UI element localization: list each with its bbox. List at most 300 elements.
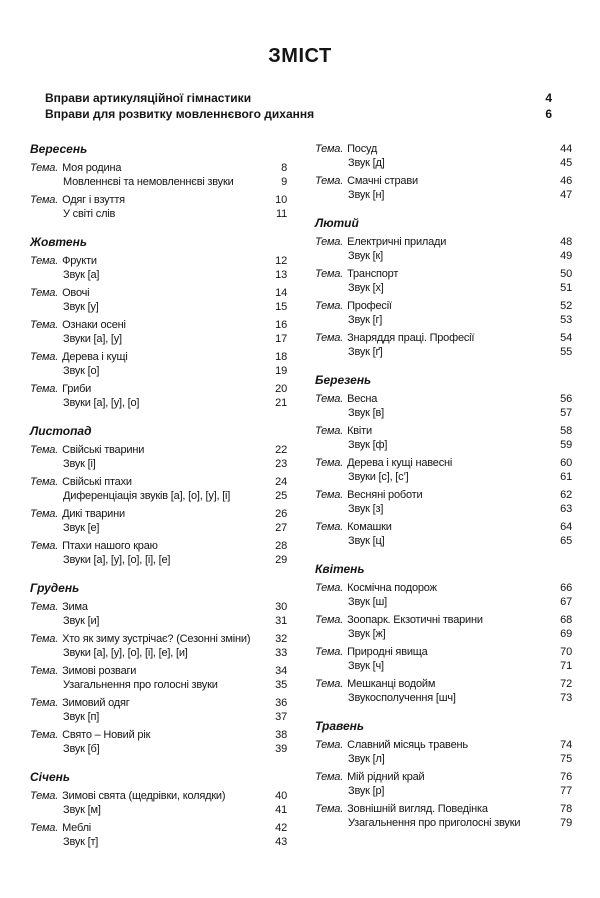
toc-entry-main-line (30, 318, 287, 332)
toc-entry-subtitle: Звуки [а], [у], [о], [і], [е] (63, 554, 171, 566)
toc-entry-tema-label: Тема. (315, 614, 344, 626)
toc-entry-tema-label: Тема. (30, 383, 59, 395)
toc-entry-subtitle: Звук [ж] (348, 628, 386, 640)
month-heading: Травень (315, 719, 365, 733)
toc-entry-main-line (315, 331, 572, 345)
toc-entry (30, 254, 287, 282)
toc-entry-tema-label: Тема. (30, 255, 59, 267)
toc-entry-title: Зимові розваги (62, 665, 137, 677)
toc-entry-tema-label: Тема. (30, 351, 59, 363)
toc-entry-subpage: 19 (275, 365, 287, 377)
toc-entry-subpage: 69 (560, 628, 572, 640)
toc-entry-tema-label: Тема. (315, 175, 344, 187)
toc-entry-title: Фрукти (62, 255, 97, 267)
toc-entry-page: 78 (560, 803, 572, 815)
toc-column-right (315, 142, 572, 853)
toc-entry-sub-line (30, 207, 287, 221)
toc-entry-title: Весняні роботи (347, 489, 423, 501)
toc-entry-subpage: 49 (560, 250, 572, 262)
toc-entry-sub-line (30, 175, 287, 189)
toc-entry (30, 318, 287, 346)
toc-entry-sub-line (315, 470, 572, 484)
toc-entry-title: Одяг і взуття (62, 194, 125, 206)
toc-entry-title: Зима (62, 601, 88, 613)
toc-entry-subtitle: Звук [м] (63, 804, 101, 816)
toc-entry-subpage: 13 (275, 269, 287, 281)
toc-entry-page: 32 (275, 633, 287, 645)
toc-entry-subpage: 77 (560, 785, 572, 797)
toc-entry-subtitle: Звук [б] (63, 743, 100, 755)
toc-entry-tema-label: Тема. (30, 287, 59, 299)
toc-entry-subpage: 29 (275, 554, 287, 566)
toc-entry-title: Дерева і кущі навесні (347, 457, 453, 469)
toc-entry (30, 507, 287, 535)
toc-entry-title: Свійські птахи (62, 476, 132, 488)
toc-entry-main-line (30, 443, 287, 457)
toc-entry-sub-line (30, 300, 287, 314)
toc-entry-title: Свято – Новий рік (62, 729, 151, 741)
toc-entry-subpage: 39 (275, 743, 287, 755)
toc-entry-subtitle: Звук [к] (348, 250, 383, 262)
toc-entry-page: 58 (560, 425, 572, 437)
toc-entry-sub-line (315, 752, 572, 766)
toc-entry-tema-label: Тема. (315, 521, 344, 533)
front-matter-page: 4 (545, 91, 552, 105)
toc-entry-page: 26 (275, 508, 287, 520)
toc-entry-sub-line (30, 521, 287, 535)
toc-entry-subtitle: Звуки [а], [у], [о], [і], [е], [и] (63, 647, 188, 659)
toc-entry-subtitle: Диференціація звуків [а], [о], [у], [і] (63, 490, 231, 502)
toc-entry-title: Мій рідний край (347, 771, 425, 783)
toc-entry-subtitle: Звуки [с], [с’] (348, 471, 409, 483)
toc-entry (30, 789, 287, 817)
toc-entry-subpage: 61 (560, 471, 572, 483)
toc-entry-sub-line (315, 406, 572, 420)
month-heading: Квітень (315, 562, 365, 576)
toc-entry-title: Знаряддя праці. Професії (347, 332, 475, 344)
toc-entry-tema-label: Тема. (315, 143, 344, 155)
toc-entry-page: 62 (560, 489, 572, 501)
toc-entry-page: 22 (275, 444, 287, 456)
toc-entry-subpage: 45 (560, 157, 572, 169)
toc-entry-sub-line (30, 396, 287, 410)
toc-entry-sub-line (30, 364, 287, 378)
toc-entry-subtitle: Звук [д] (348, 157, 385, 169)
toc-entry-tema-label: Тема. (30, 729, 59, 741)
toc-entry-page: 56 (560, 393, 572, 405)
toc-entry-sub-line (315, 502, 572, 516)
toc-entry (315, 456, 572, 484)
toc-entry-page: 36 (275, 697, 287, 709)
toc-entry-main-line (315, 456, 572, 470)
toc-entry-subtitle: Звук [л] (348, 753, 385, 765)
toc-entry-main-line (30, 161, 287, 175)
toc-entry-sub-line (315, 188, 572, 202)
toc-entry-subpage: 73 (560, 692, 572, 704)
toc-entry-subtitle: Звук [р] (348, 785, 385, 797)
toc-entry-subpage: 21 (275, 397, 287, 409)
toc-entry-tema-label: Тема. (315, 771, 344, 783)
toc-entry-subtitle: Узагальнення про голосні звуки (63, 679, 218, 691)
toc-entry-tema-label: Тема. (30, 697, 59, 709)
toc-entry-page: 60 (560, 457, 572, 469)
toc-entry-page: 66 (560, 582, 572, 594)
toc-entry-sub-line (30, 646, 287, 660)
toc-entry-subtitle: Звук [ф] (348, 439, 388, 451)
toc-entry (30, 600, 287, 628)
toc-entry-title: Космічна подорож (347, 582, 437, 594)
toc-entry-title: Меблі (62, 822, 92, 834)
month-heading: Січень (30, 770, 71, 784)
toc-entry-subtitle: Звук [ч] (348, 660, 384, 672)
toc-entry-main-line (30, 632, 287, 646)
month-heading: Жовтень (30, 235, 87, 249)
toc-entry-title: Дикі тварини (62, 508, 125, 520)
toc-entry-page: 16 (275, 319, 287, 331)
toc-entry-page: 34 (275, 665, 287, 677)
toc-entry-page: 64 (560, 521, 572, 533)
toc-entry-tema-label: Тема. (30, 633, 59, 645)
toc-entry-subtitle: Звук [а] (63, 269, 100, 281)
toc-entry-tema-label: Тема. (315, 236, 344, 248)
toc-entry (315, 392, 572, 420)
toc-entry (315, 802, 572, 830)
toc-entry-page: 50 (560, 268, 572, 280)
toc-entry-sub-line (30, 678, 287, 692)
toc-entry-page: 20 (275, 383, 287, 395)
toc-entry-sub-line (315, 281, 572, 295)
front-matter-row (45, 106, 552, 122)
toc-entry-subtitle: Звук [н] (348, 189, 385, 201)
toc-entry-tema-label: Тема. (30, 162, 59, 174)
toc-entry-main-line (315, 392, 572, 406)
toc-entry-subpage: 55 (560, 346, 572, 358)
toc-entry-subtitle: Звук [о] (63, 365, 100, 377)
toc-entry-tema-label: Тема. (30, 508, 59, 520)
toc-entry (315, 267, 572, 295)
toc-entry-page: 46 (560, 175, 572, 187)
toc-entry-sub-line (315, 313, 572, 327)
toc-entry (30, 539, 287, 567)
toc-entry-subtitle: Звук [п] (63, 711, 100, 723)
toc-entry (30, 350, 287, 378)
toc-entry-title: Комашки (347, 521, 392, 533)
toc-entry-tema-label: Тема. (315, 425, 344, 437)
toc-entry-tema-label: Тема. (315, 268, 344, 280)
toc-entry-subpage: 37 (275, 711, 287, 723)
toc-entry-title: Електричні прилади (347, 236, 447, 248)
toc-entry-main-line (30, 507, 287, 521)
toc-entry-subtitle: Звук [ґ] (348, 346, 383, 358)
toc-entry-subpage: 79 (560, 817, 572, 829)
toc-entry-tema-label: Тема. (30, 476, 59, 488)
toc-entry-title: Зовнішній вигляд. Поведінка (347, 803, 488, 815)
toc-entry (315, 770, 572, 798)
toc-entry-page: 28 (275, 540, 287, 552)
toc-entry-main-line (315, 142, 572, 156)
toc-entry-sub-line (315, 156, 572, 170)
toc-entry-tema-label: Тема. (30, 319, 59, 331)
toc-entry-main-line (30, 821, 287, 835)
toc-entry (315, 613, 572, 641)
front-matter-label: Вправи артикуляційної гімнастики (45, 91, 252, 105)
toc-entry-page: 68 (560, 614, 572, 626)
toc-entry-subpage: 53 (560, 314, 572, 326)
toc-entry-title: Зимові свята (щедрівки, колядки) (62, 790, 226, 802)
toc-entry-subtitle: Звукосполучення [шч] (348, 692, 456, 704)
toc-entry-title: Мешканці водойм (347, 678, 436, 690)
toc-entry-tema-label: Тема. (315, 332, 344, 344)
toc-entry-page: 40 (275, 790, 287, 802)
toc-entry-subtitle: Мовленнєві та немовленнєві звуки (63, 176, 234, 188)
toc-entry-title: Хто як зиму зустрічає? (Сезонні зміни) (62, 633, 251, 645)
toc-entry-page: 44 (560, 143, 572, 155)
toc-entry-main-line (315, 299, 572, 313)
toc-entry-sub-line (30, 457, 287, 471)
toc-entry-tema-label: Тема. (30, 444, 59, 456)
toc-entry-page: 54 (560, 332, 572, 344)
toc-entry (315, 235, 572, 263)
toc-entry-subtitle: Звук [в] (348, 407, 384, 419)
toc-entry (30, 161, 287, 189)
toc-entry-sub-line (30, 268, 287, 282)
toc-entry-sub-line (315, 691, 572, 705)
toc-entry (30, 632, 287, 660)
toc-entry-subpage: 9 (281, 176, 287, 188)
toc-entry-sub-line (30, 803, 287, 817)
toc-entry-sub-line (30, 742, 287, 756)
toc-entry-title: Птахи нашого краю (62, 540, 158, 552)
toc-entry-page: 70 (560, 646, 572, 658)
toc-entry (315, 142, 572, 170)
toc-entry-subpage: 63 (560, 503, 572, 515)
toc-entry-subpage: 47 (560, 189, 572, 201)
toc-entry-page: 14 (275, 287, 287, 299)
toc-entry-main-line (315, 520, 572, 534)
toc-entry-main-line (315, 174, 572, 188)
toc-entry (315, 424, 572, 452)
toc-entry-main-line (315, 613, 572, 627)
toc-entry-page: 8 (281, 162, 287, 174)
toc-entry-subpage: 17 (275, 333, 287, 345)
toc-entry-subtitle: Звук [ш] (348, 596, 387, 608)
toc-entry-sub-line (30, 332, 287, 346)
toc-entry-page: 74 (560, 739, 572, 751)
toc-entry-main-line (30, 286, 287, 300)
month-heading: Вересень (30, 142, 88, 156)
toc-entry-tema-label: Тема. (315, 678, 344, 690)
toc-entry-subpage: 31 (275, 615, 287, 627)
toc-entry (30, 382, 287, 410)
toc-entry-main-line (315, 677, 572, 691)
toc-entry-subpage: 35 (275, 679, 287, 691)
toc-entry-main-line (30, 475, 287, 489)
month-heading: Листопад (30, 424, 92, 438)
toc-entry-main-line (315, 581, 572, 595)
toc-entry-tema-label: Тема. (30, 540, 59, 552)
toc-entry-tema-label: Тема. (315, 489, 344, 501)
front-matter-label: Вправи для розвитку мовленнєвого дихання (45, 107, 315, 121)
toc-entry-tema-label: Тема. (315, 457, 344, 469)
page-title: ЗМІСТ (268, 45, 332, 67)
toc-entry-subpage: 23 (275, 458, 287, 470)
toc-entry-subpage: 67 (560, 596, 572, 608)
toc-entry-main-line (30, 600, 287, 614)
toc-entry-page: 18 (275, 351, 287, 363)
toc-entry-main-line (315, 802, 572, 816)
month-heading: Березень (315, 373, 372, 387)
toc-entry-subtitle: Узагальнення про приголосні звуки (348, 817, 521, 829)
toc-entry-subpage: 33 (275, 647, 287, 659)
toc-entry-subpage: 75 (560, 753, 572, 765)
front-matter (45, 90, 552, 122)
toc-entry-subtitle: Звук [і] (63, 458, 96, 470)
toc-entry-title: Зимовий одяг (62, 697, 130, 709)
toc-entry-subtitle: Звук [ц] (348, 535, 385, 547)
toc-entry-title: Свійські тварини (62, 444, 145, 456)
toc-entry-subtitle: Звук [т] (63, 836, 99, 848)
toc-entry-title: Моя родина (62, 162, 122, 174)
toc-entry-subtitle: Звуки [а], [у], [о] (63, 397, 140, 409)
toc-entry-page: 30 (275, 601, 287, 613)
toc-entry-title: Квіти (347, 425, 372, 437)
toc-entry-subpage: 57 (560, 407, 572, 419)
toc-entry (315, 520, 572, 548)
toc-entry-title: Смачні страви (347, 175, 418, 187)
toc-entry-page: 24 (275, 476, 287, 488)
toc-entry-sub-line (30, 614, 287, 628)
toc-entry (315, 299, 572, 327)
toc-entry-main-line (315, 645, 572, 659)
toc-entry-subpage: 41 (275, 804, 287, 816)
toc-entry-subpage: 59 (560, 439, 572, 451)
toc-entry-main-line (30, 789, 287, 803)
toc-entry-title: Зоопарк. Екзотичні тварини (347, 614, 483, 626)
toc-entry-title: Природні явища (347, 646, 428, 658)
toc-entry-title: Посуд (347, 143, 378, 155)
toc-entry-tema-label: Тема. (30, 665, 59, 677)
toc-entry-sub-line (315, 438, 572, 452)
toc-entry-page: 72 (560, 678, 572, 690)
toc-entry (30, 475, 287, 503)
toc-entry-title: Дерева і кущі (62, 351, 128, 363)
toc-entry (30, 664, 287, 692)
toc-entry-tema-label: Тема. (30, 601, 59, 613)
toc-entry-title: Славний місяць травень (347, 739, 468, 751)
toc-entry-tema-label: Тема. (30, 194, 59, 206)
toc-entry-main-line (315, 267, 572, 281)
toc-entry-subpage: 65 (560, 535, 572, 547)
toc-entry-main-line (30, 664, 287, 678)
toc-entry-page: 76 (560, 771, 572, 783)
front-matter-row (45, 90, 552, 106)
toc-entry-main-line (30, 539, 287, 553)
toc-entry (315, 677, 572, 705)
toc-entry-main-line (315, 235, 572, 249)
toc-entry-title: Гриби (62, 383, 92, 395)
toc-entry-sub-line (30, 489, 287, 503)
toc-entry (315, 174, 572, 202)
toc-entry-main-line (315, 424, 572, 438)
toc-column-left (30, 142, 287, 853)
toc-entry-subpage: 27 (275, 522, 287, 534)
toc-entry-title: Професії (347, 300, 392, 312)
toc-entry (30, 193, 287, 221)
toc-entry-sub-line (315, 784, 572, 798)
toc-entry-subtitle: Звук [з] (348, 503, 384, 515)
toc-entry-page: 52 (560, 300, 572, 312)
toc-entry (315, 331, 572, 359)
toc-entry-title: Овочі (62, 287, 90, 299)
toc-entry-page: 48 (560, 236, 572, 248)
toc-entry-sub-line (30, 553, 287, 567)
toc-entry-title: Транспорт (347, 268, 399, 280)
toc-entry-page: 38 (275, 729, 287, 741)
toc-entry-subpage: 25 (275, 490, 287, 502)
toc-entry-subpage: 11 (275, 208, 287, 220)
toc-entry-subtitle: У світі слів (63, 208, 116, 220)
toc-entry-subtitle: Звуки [а], [у] (63, 333, 122, 345)
toc-entry-sub-line (315, 659, 572, 673)
toc-entry-title: Весна (347, 393, 378, 405)
toc-entry (315, 645, 572, 673)
toc-entry-subtitle: Звук [х] (348, 282, 384, 294)
toc-entry-tema-label: Тема. (315, 739, 344, 751)
toc-entry (315, 738, 572, 766)
toc-entry-main-line (315, 770, 572, 784)
front-matter-page: 6 (545, 107, 552, 121)
toc-entry-subtitle: Звук [у] (63, 301, 99, 313)
toc-entry-tema-label: Тема. (30, 822, 59, 834)
toc-entry-tema-label: Тема. (315, 300, 344, 312)
toc-entry (30, 821, 287, 849)
toc-entry-sub-line (315, 534, 572, 548)
toc-entry-main-line (30, 350, 287, 364)
toc-entry-page: 10 (275, 194, 287, 206)
toc-entry-tema-label: Тема. (315, 393, 344, 405)
toc-entry-main-line (30, 696, 287, 710)
toc-entry-sub-line (30, 710, 287, 724)
toc-entry-sub-line (315, 816, 572, 830)
toc-entry-main-line (315, 738, 572, 752)
toc-entry-sub-line (315, 249, 572, 263)
toc-entry-subtitle: Звук [г] (348, 314, 383, 326)
toc-entry-page: 12 (275, 255, 287, 267)
toc-entry (30, 696, 287, 724)
toc-entry-subpage: 15 (275, 301, 287, 313)
toc-entry-sub-line (315, 627, 572, 641)
toc-entry-page: 42 (275, 822, 287, 834)
toc-entry-tema-label: Тема. (30, 790, 59, 802)
toc-entry-title: Ознаки осені (62, 319, 126, 331)
toc-entry-tema-label: Тема. (315, 646, 344, 658)
toc-entry (315, 488, 572, 516)
toc-columns (30, 142, 572, 853)
toc-entry-subpage: 43 (275, 836, 287, 848)
toc-entry-subpage: 51 (560, 282, 572, 294)
toc-entry (315, 581, 572, 609)
toc-entry (30, 286, 287, 314)
toc-entry-tema-label: Тема. (315, 803, 344, 815)
toc-entry-sub-line (30, 835, 287, 849)
toc-entry-sub-line (315, 595, 572, 609)
toc-entry-main-line (30, 382, 287, 396)
toc-entry (30, 728, 287, 756)
toc-entry-main-line (30, 254, 287, 268)
toc-entry-tema-label: Тема. (315, 582, 344, 594)
toc-entry-main-line (30, 728, 287, 742)
month-heading: Грудень (30, 581, 80, 595)
